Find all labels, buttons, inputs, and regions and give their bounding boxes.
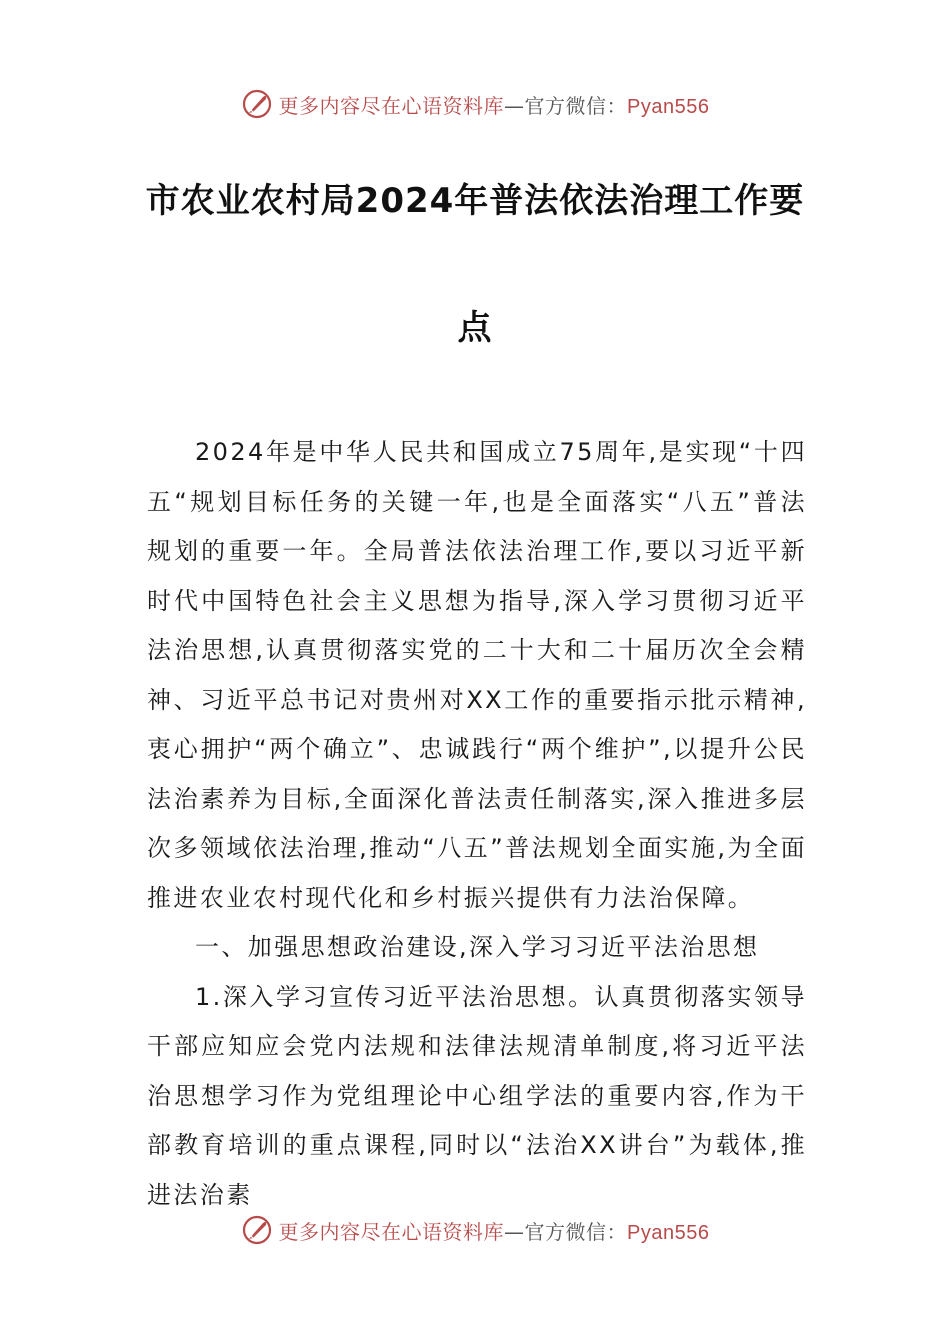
watermark-contact-label: 官方微信： (524, 93, 628, 118)
watermark-separator: — (504, 93, 525, 118)
quill-pen-circle-icon (241, 1214, 273, 1246)
watermark-contact-id: Pyan556 (627, 95, 710, 118)
document-title-line2: 点 (457, 308, 493, 348)
document-title-line1: 市农业农村局2024年普法依法治理工作要 (145, 181, 805, 221)
document-body (147, 428, 807, 1220)
watermark-contact-id: Pyan556 (627, 1221, 710, 1244)
quill-pen-circle-icon (241, 88, 273, 120)
watermark-brand: 更多内容尽在心语资料库 (278, 1219, 505, 1244)
watermark-contact-label: 官方微信： (524, 1219, 628, 1244)
paragraph-section-heading: 一、加强思想政治建设,深入学习习近平法治思想 (195, 933, 760, 961)
watermark-brand: 更多内容尽在心语资料库 (278, 93, 505, 118)
watermark-separator: — (504, 1219, 525, 1244)
footer-watermark (0, 1210, 950, 1250)
watermark-text (279, 1216, 710, 1245)
paragraph-intro: 2024年是中华人民共和国成立75周年,是实现“十四五“规划目标任务的关键一年,也是全面落实“八五”普法规划的重要一年。全局普法依法治理工作,要以习近平新时代中国特色社会主义思想为指导,深入学习贯彻习近平法治思想,认真贯彻落实党的二十大和二十届历次全会精神、习近平总书记对贵州对XX工作的重要指示批示精神,衷心拥护“两个确立”、忠诚践行“两个维护”,以提升公民法治素养为目标,全面深化普法责任制落实,深入推进多层次多领域依法治理,推动“八五”普法规划全面实施,为全面推进农业农村现代化和乡村振兴提供有力法治保障。 (147, 438, 807, 912)
watermark-text (279, 90, 710, 119)
header-watermark (0, 84, 950, 124)
paragraph-item-1: 1.深入学习宣传习近平法治思想。认真贯彻落实领导干部应知应会党内法规和法律法规清单制度,将习近平法治思想学习作为党组理论中心组学法的重要内容,作为干部教育培训的重点课程,同时以“法治XX讲台”为载体,推进法治素 (147, 982, 807, 1209)
